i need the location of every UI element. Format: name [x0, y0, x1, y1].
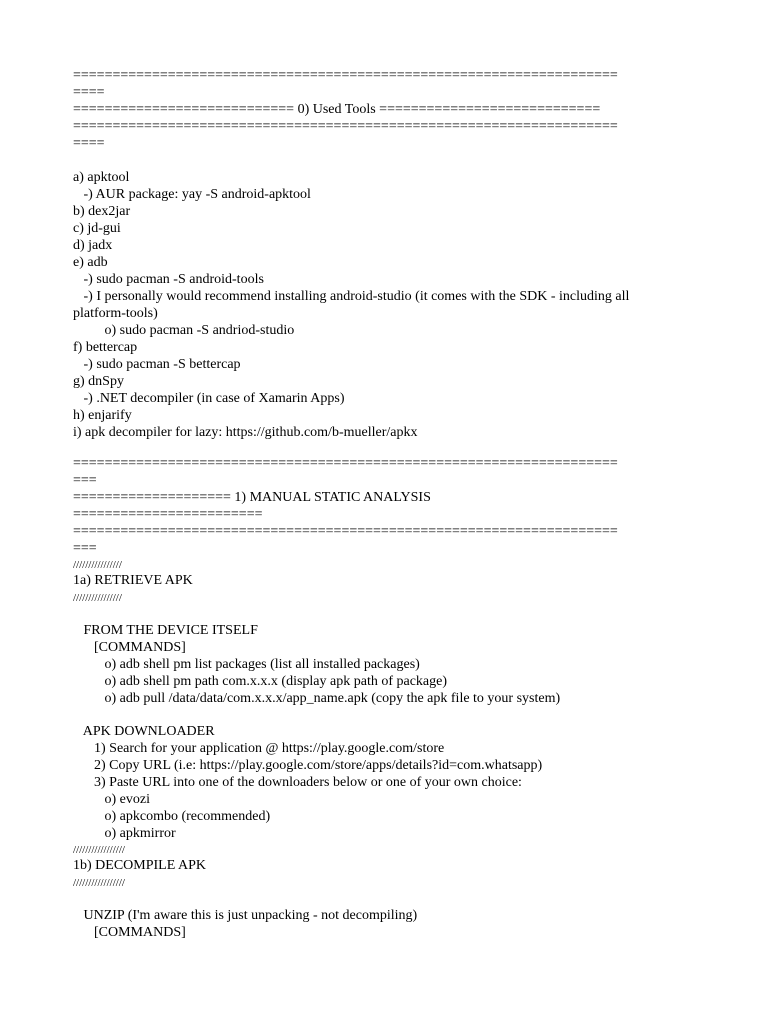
text-line: platform-tools): [73, 306, 158, 321]
slash-divider: /////////////////: [73, 877, 125, 889]
text-line: o) apkmirror: [73, 826, 176, 841]
separator-line: ========================: [73, 507, 263, 522]
text-line: [COMMANDS]: [73, 640, 186, 655]
text-line: d) jadx: [73, 238, 113, 253]
subsection-heading: 1b) DECOMPILE APK: [73, 858, 207, 873]
text-line: b) dex2jar: [73, 204, 131, 219]
text-line: -) AUR package: yay -S android-apktool: [73, 187, 311, 202]
text-line: -) sudo pacman -S android-tools: [73, 272, 264, 287]
separator-line: ===: [73, 541, 97, 556]
text-line: 2) Copy URL (i.e: https://play.google.com/store/apps/details?id=com.whatsapp): [73, 758, 543, 773]
separator-line: =====================================================================: [73, 456, 618, 471]
text-line: o) evozi: [73, 792, 150, 807]
separator-line: ===: [73, 473, 97, 488]
text-line: o) adb shell pm list packages (list all installed packages): [73, 657, 420, 672]
slash-divider: ////////////////: [73, 592, 122, 604]
separator-line: ====: [73, 136, 105, 151]
text-line: APK DOWNLOADER: [73, 724, 215, 739]
text-line: e) adb: [73, 255, 108, 270]
text-line: o) adb pull /data/data/com.x.x.x/app_name.apk (copy the apk file to your system): [73, 691, 561, 706]
separator-line: =====================================================================: [73, 119, 618, 134]
section-heading: ==================== 1) MANUAL STATIC ANALYSIS: [73, 490, 431, 505]
slash-divider: /////////////////: [73, 844, 125, 856]
text-line: 1) Search for your application @ https://play.google.com/store: [73, 741, 445, 756]
section-heading: ============================ 0) Used Tools ============================: [73, 102, 601, 117]
text-line: o) adb shell pm path com.x.x.x (display apk path of package): [73, 674, 448, 689]
text-line: f) bettercap: [73, 340, 138, 355]
text-line: -) I personally would recommend installing android-studio (it comes with the SDK - including all: [73, 289, 630, 304]
text-line: a) apktool: [73, 170, 130, 185]
text-line: -) sudo pacman -S bettercap: [73, 357, 241, 372]
text-line: c) jd-gui: [73, 221, 121, 236]
text-line: o) apkcombo (recommended): [73, 809, 271, 824]
separator-line: =====================================================================: [73, 524, 618, 539]
text-line: 3) Paste URL into one of the downloaders below or one of your own choice:: [73, 775, 522, 790]
slash-divider: ////////////////: [73, 559, 122, 571]
text-line: i) apk decompiler for lazy: https://github.com/b-mueller/apkx: [73, 425, 418, 440]
separator-line: =====================================================================: [73, 68, 618, 83]
text-line: FROM THE DEVICE ITSELF: [73, 623, 258, 638]
text-line: h) enjarify: [73, 408, 132, 423]
separator-line: ====: [73, 85, 105, 100]
text-line: -) .NET decompiler (in case of Xamarin Apps): [73, 391, 345, 406]
text-line: o) sudo pacman -S andriod-studio: [73, 323, 295, 338]
text-line: UNZIP (I'm aware this is just unpacking - not decompiling): [73, 908, 418, 923]
subsection-heading: 1a) RETRIEVE APK: [73, 573, 193, 588]
text-line: [COMMANDS]: [73, 925, 186, 940]
text-line: g) dnSpy: [73, 374, 124, 389]
